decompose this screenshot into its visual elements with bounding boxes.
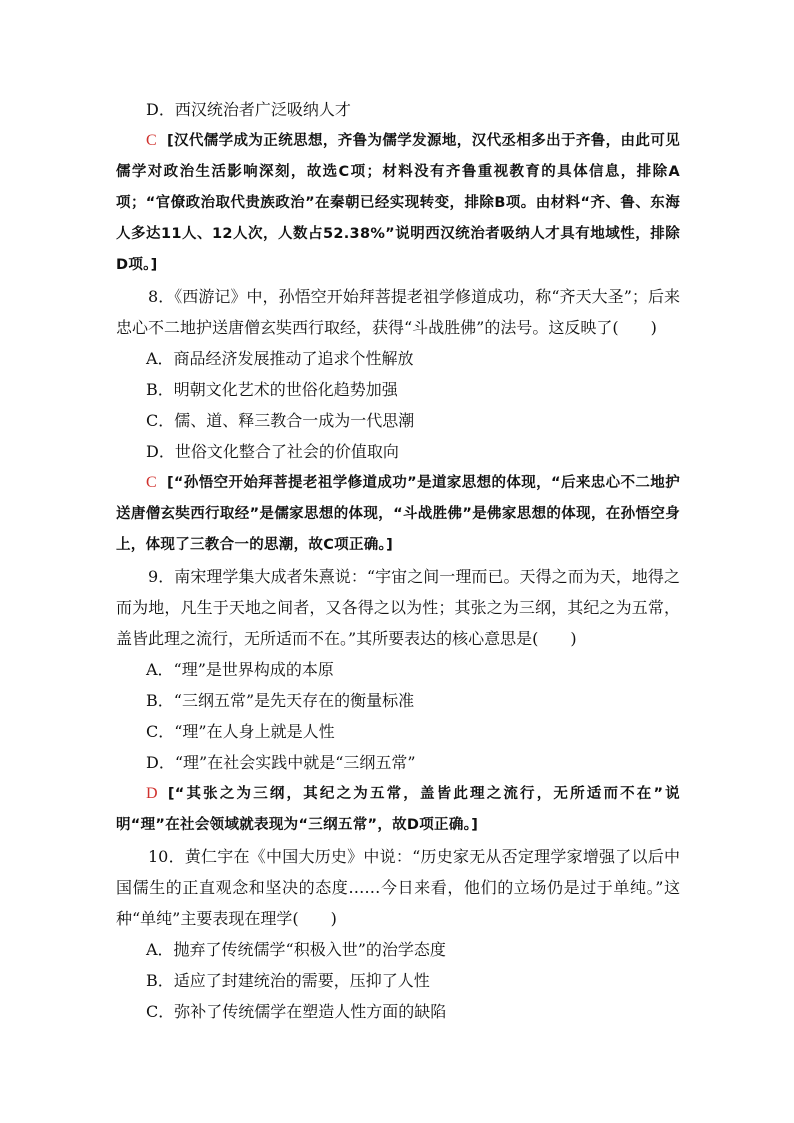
option-a: A．抛弃了传统儒学“积极入世”的治学态度 (146, 940, 446, 959)
option-b: B．明朝文化艺术的世俗化趋势加强 (146, 380, 398, 399)
answer-key: C (146, 474, 157, 491)
answer-explanation (116, 125, 680, 281)
option-d: D．西汉统治者广泛吸纳人才 (146, 100, 351, 119)
explanation-text: [“孙悟空开始拜菩提老祖学修道成功”是道家思想的体现，“后来忠心不二地护送唐僧玄奘西行取经”是儒家思想的体现，“斗战胜佛”是佛家思想的体现，在孙悟空身上，体现了三教合一的思潮，故C项正确。] (116, 475, 680, 553)
explanation-text: [汉代儒学成为正统思想，齐鲁为儒学发源地，汉代丞相多出于齐鲁，由此可见儒学对政治生活影响深刻，故选C项；材料没有齐鲁重视教育的具体信息，排除A项；“官僚政治取代贵族政治”在秦朝已经实现转变，排除B项。由材料“齐、鲁、东海人多达11人、12人次，人数占52.38%”说明西汉统治者吸纳人才具有地域性，排除D项。] (116, 133, 680, 273)
question-10 (116, 841, 680, 1027)
option-a: A．商品经济发展推动了追求个性解放 (146, 349, 414, 368)
answer-explanation (116, 778, 680, 841)
question-8 (116, 281, 680, 561)
question-stem: 8．《西游记》中，孙悟空开始拜菩提老祖学修道成功，称“齐天大圣”；后来忠心不二地护送唐僧玄奘西行取经，获得“斗战胜佛”的法号。这反映了( ) (116, 287, 680, 337)
option-d: D．世俗文化整合了社会的价值取向 (146, 442, 399, 461)
option-c: C．弥补了传统儒学在塑造人性方面的缺陷 (146, 1002, 447, 1021)
question-7 (116, 94, 680, 281)
question-stem: 10．黄仁宇在《中国大历史》中说：“历史家无从否定理学家增强了以后中国儒生的正直观念和坚决的态度……今日来看，他们的立场仍是过于单纯。”这种“单纯”主要表现在理学( ) (116, 847, 680, 928)
answer-explanation (116, 467, 680, 561)
option-b: B．“三纲五常”是先天存在的衡量标准 (146, 691, 415, 710)
explanation-text: [“其张之为三纲，其纪之为五常，盖皆此理之流行，无所适而不在”说明“理”在社会领域就表现为“三纲五常”，故D项正确。] (116, 786, 680, 833)
answer-key: D (146, 785, 158, 802)
option-a: A．“理”是世界构成的本原 (146, 660, 334, 679)
answer-key: C (146, 132, 157, 149)
question-9 (116, 561, 680, 841)
option-c: C．“理”在人身上就是人性 (146, 722, 335, 741)
question-stem: 9．南宋理学集大成者朱熹说：“宇宙之间一理而已。天得之而为天，地得之而为地，凡生于天地之间者，又各得之以为性；其张之为三纲，其纪之为五常，盖皆此理之流行，无所适而不在。”其所要表达的核心意思是( ) (116, 567, 680, 648)
document-page (116, 94, 680, 1027)
option-c: C．儒、道、释三教合一成为一代思潮 (146, 411, 415, 430)
option-d: D．“理”在社会实践中就是“三纲五常” (146, 753, 416, 772)
option-b: B．适应了封建统治的需要，压抑了人性 (146, 971, 430, 990)
